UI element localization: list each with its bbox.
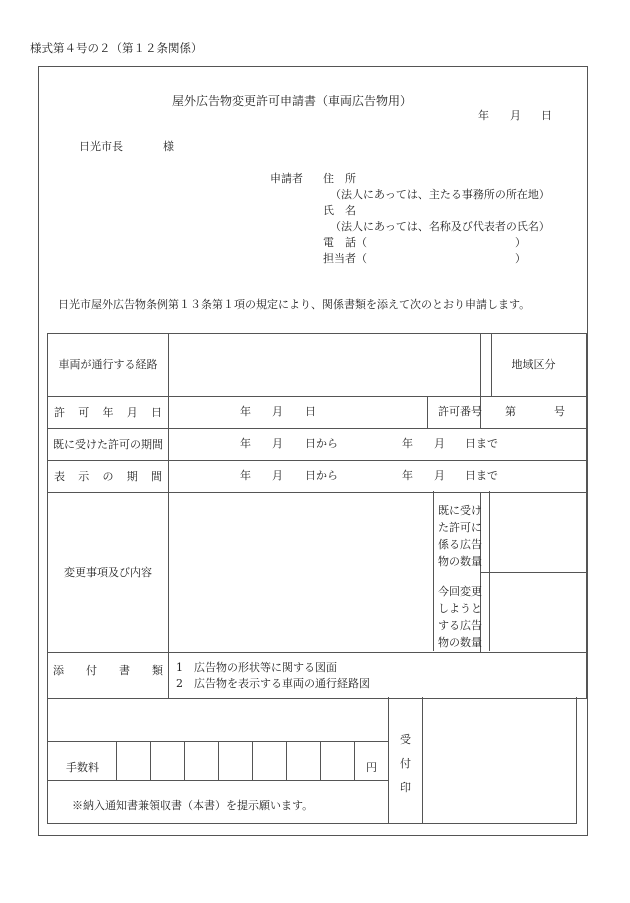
receipt-divider-right — [422, 697, 423, 824]
statement: 日光市屋外広告物条例第１３条第１項の規定により、関係書類を添えて次のとおり申請します。 — [58, 298, 531, 311]
date-day: 日 — [541, 109, 552, 122]
yen-unit: 円 — [366, 761, 377, 774]
region-label: 地域区分 — [481, 334, 587, 397]
new-qty-label: 今回変更 しようと する広告 物の数量 — [438, 585, 482, 649]
qty-divider-left — [433, 491, 434, 651]
prev-period-year-from: 年 — [240, 437, 251, 450]
route-field[interactable] — [169, 334, 481, 397]
display-period-year-from: 年 — [240, 469, 251, 482]
permit-date-year: 年 — [240, 405, 251, 418]
display-period-year-to: 年 — [402, 469, 413, 482]
new-qty-cell — [481, 573, 587, 653]
form-title: 屋外広告物変更許可申請書（車両広告物用） — [172, 94, 413, 108]
permit-date-field[interactable] — [169, 397, 481, 429]
prev-period-day-to: 日まで — [465, 437, 498, 450]
receipt-note: ※納入通知書兼領収書（本書）を提示願います。 — [72, 799, 314, 812]
fee-label: 手数料 — [66, 761, 99, 774]
address-label: 住 所 — [323, 172, 356, 185]
permit-date-label: 許 可 年 月 日 — [48, 397, 169, 429]
fee-grid-line — [354, 741, 355, 780]
prev-period-field[interactable] — [169, 429, 587, 461]
attachment-1: 1 広告物の形状等に関する図面 — [176, 661, 337, 674]
attachments-field — [169, 653, 587, 699]
fee-grid-line — [252, 741, 253, 780]
form-number: 様式第４号の２（第１２条関係） — [30, 41, 203, 55]
fee-grid-line — [286, 741, 287, 780]
name-label: 氏 名 — [323, 204, 356, 217]
attachment-2: 2 広告物を表示する車両の通行経路図 — [176, 677, 370, 690]
permit-no-label — [481, 397, 587, 429]
change-label: 変更事項及び内容 — [48, 493, 169, 653]
addressee-honorific: 様 — [163, 140, 174, 153]
permit-no-label-text: 許可番号 — [438, 405, 482, 418]
permit-date-day: 日 — [305, 405, 316, 418]
phone-close: ） — [515, 236, 526, 249]
date-month: 月 — [510, 109, 521, 122]
prev-qty-label: 既に受け た許可に 係る広告 物の数量 — [438, 504, 482, 568]
display-period-field[interactable] — [169, 461, 587, 493]
contact-close: ） — [515, 252, 526, 265]
permit-date-month: 月 — [272, 405, 283, 418]
route-label: 車両が通行する経路 — [48, 334, 169, 397]
fee-grid-line — [184, 741, 185, 780]
addressee-name: 日光市長 — [79, 140, 123, 153]
prev-period-year-to: 年 — [402, 437, 413, 450]
display-period-day-to: 日まで — [465, 469, 498, 482]
display-period-month-from: 月 — [272, 469, 283, 482]
fee-grid-line — [218, 741, 219, 780]
attach-label-text: 添 付 書 類 — [53, 664, 163, 677]
fee-grid-line — [150, 741, 151, 780]
fee-grid-line — [320, 741, 321, 780]
name-note: （法人にあっては、名称及び代表者の氏名） — [330, 220, 550, 233]
applicant-label: 申請者 — [270, 172, 303, 185]
region-divider — [491, 333, 492, 396]
receipt-divider-left — [388, 697, 389, 824]
phone-label: 電 話（ — [323, 236, 367, 249]
date-year: 年 — [478, 109, 489, 122]
prev-qty-cell — [481, 493, 587, 573]
display-period-day-from: 日から — [305, 469, 338, 482]
permit-no-prefix: 第 — [505, 405, 516, 418]
prev-period-month-to: 月 — [434, 437, 445, 450]
fee-row-bottom — [47, 780, 388, 781]
qty-divider-right — [489, 491, 490, 651]
prev-period-day-from: 日から — [305, 437, 338, 450]
display-period-month-to: 月 — [434, 469, 445, 482]
display-period-label: 表 示 の 期 間 — [48, 461, 169, 493]
permit-no-suffix: 号 — [554, 405, 565, 418]
prev-period-month-from: 月 — [272, 437, 283, 450]
contact-label: 担当者（ — [323, 252, 367, 265]
permit-no-divider — [427, 396, 428, 428]
receipt-stamp-label: 受 付 印 — [400, 733, 411, 794]
fee-grid-line — [116, 741, 117, 780]
address-note: （法人にあっては、主たる事務所の所在地） — [330, 188, 550, 201]
application-table — [47, 333, 587, 699]
prev-period-label: 既に受けた許可の期間 — [48, 429, 169, 461]
